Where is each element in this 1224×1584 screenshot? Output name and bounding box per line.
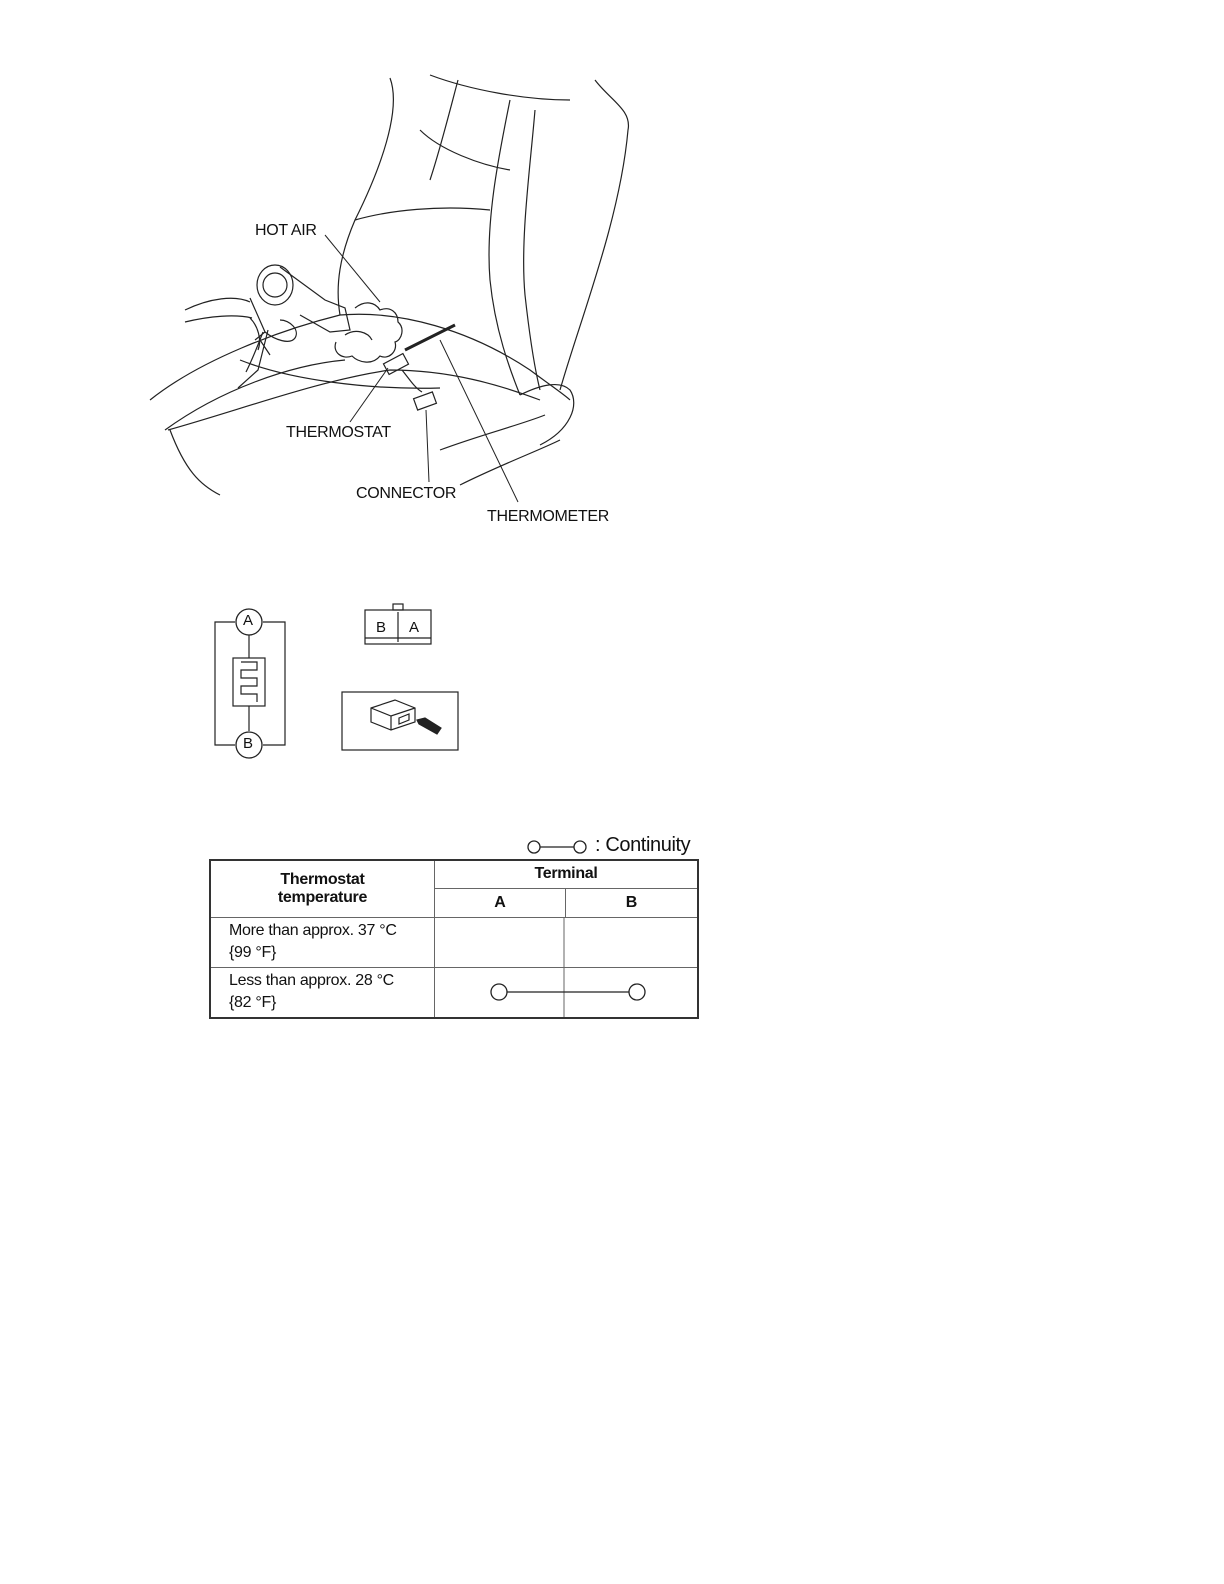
- continuity-table: [209, 859, 699, 1019]
- label-connector: CONNECTOR: [356, 485, 457, 502]
- seat-drawing: [140, 70, 640, 530]
- table-row: [210, 917, 698, 967]
- connector-pin-a: A: [409, 619, 419, 636]
- thermostat-schematic: [205, 600, 470, 765]
- continuity-legend: [525, 834, 691, 860]
- header-thermostat-temperature: Thermostat temperature: [210, 860, 435, 917]
- table-row: [210, 967, 698, 1018]
- header-terminal-b: B: [565, 888, 698, 917]
- row-temperature: More than approx. 37 °C {99 °F}: [210, 917, 435, 967]
- row-continuity-cell: [435, 917, 699, 967]
- continuity-dot-a: [491, 984, 507, 1000]
- schematic-terminal-b: B: [243, 735, 253, 752]
- continuity-symbol: [525, 834, 591, 860]
- row-temperature: Less than approx. 28 °C {82 °F}: [210, 967, 435, 1018]
- schematic-terminal-a: A: [243, 612, 253, 629]
- label-hot-air: HOT AIR: [255, 222, 317, 239]
- row-continuity-cell: [435, 967, 699, 1018]
- continuity-dot-b: [629, 984, 645, 1000]
- header-terminal: Terminal: [435, 860, 699, 888]
- seat-heater-illustration: [140, 70, 640, 530]
- continuity-mark-row2: [435, 968, 697, 1017]
- connector-pin-b: B: [376, 619, 386, 636]
- continuity-mark-row1: [435, 918, 697, 967]
- legend-label: : Continuity: [595, 834, 691, 856]
- label-thermostat: THERMOSTAT: [286, 424, 391, 441]
- header-terminal-a: A: [435, 888, 566, 917]
- label-thermometer: THERMOMETER: [487, 508, 610, 525]
